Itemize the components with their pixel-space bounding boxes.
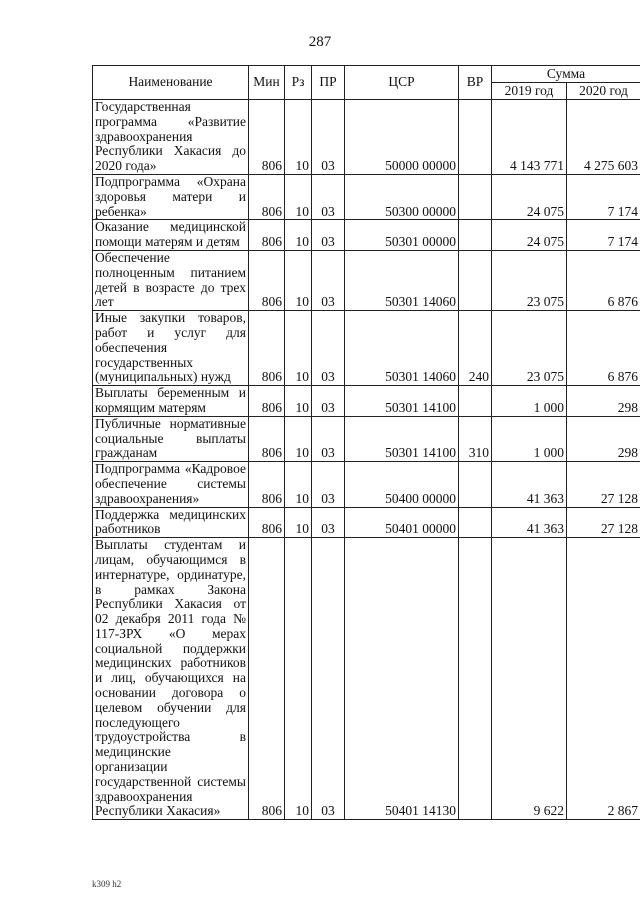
table-row [93,174,640,219]
budget-table [92,65,640,820]
cell-rz: 10 [285,416,312,461]
header-sum: Сумма [492,66,640,83]
cell-name: Публичные нормативные социальные выплаты гражданам [93,416,249,461]
cell-rz: 10 [285,462,312,507]
cell-2020: 27 128 [567,507,640,538]
cell-2020: 27 128 [567,462,640,507]
cell-vr [459,538,492,820]
cell-2019: 24 075 [492,220,567,251]
cell-rz: 10 [285,386,312,417]
cell-vr [459,507,492,538]
cell-name: Государственная программа «Развитие здравоохранения Республики Хакасия до 2020 года» [93,100,249,175]
cell-2019: 4 143 771 [492,100,567,175]
cell-name: Выплаты беременным и кормящим матерям [93,386,249,417]
footer-code: k309 h2 [92,879,122,889]
table-row [93,250,640,310]
cell-csr: 50300 00000 [345,174,459,219]
cell-csr: 50400 00000 [345,462,459,507]
cell-csr: 50301 14100 [345,416,459,461]
cell-rz: 10 [285,538,312,820]
cell-2020: 298 [567,416,640,461]
cell-pr: 03 [312,174,345,219]
cell-pr: 03 [312,220,345,251]
table-header [93,66,640,100]
cell-csr: 50401 00000 [345,507,459,538]
cell-rz: 10 [285,100,312,175]
cell-vr [459,220,492,251]
cell-min: 806 [249,416,285,461]
cell-pr: 03 [312,462,345,507]
cell-min: 806 [249,386,285,417]
cell-vr [459,174,492,219]
cell-min: 806 [249,100,285,175]
header-min: Мин [249,66,285,100]
header-name: Наименование [93,66,249,100]
header-csr: ЦСР [345,66,459,100]
cell-min: 806 [249,538,285,820]
header-2019: 2019 год [492,83,567,100]
cell-pr: 03 [312,386,345,417]
cell-2019: 1 000 [492,386,567,417]
cell-2020: 7 174 [567,174,640,219]
cell-name: Оказание медицинской помощи матерям и детям [93,220,249,251]
cell-csr: 50301 14060 [345,250,459,310]
table-body [93,100,640,820]
cell-vr: 310 [459,416,492,461]
cell-pr: 03 [312,100,345,175]
cell-name: Обеспечение полноценным питанием детей в возрасте до трех лет [93,250,249,310]
cell-2020: 6 876 [567,311,640,386]
cell-2020: 4 275 603 [567,100,640,175]
cell-pr: 03 [312,507,345,538]
cell-csr: 50301 00000 [345,220,459,251]
cell-name: Подпрограмма «Кадровое обеспечение системы здравоохранения» [93,462,249,507]
table-row [93,386,640,417]
cell-min: 806 [249,174,285,219]
cell-2019: 41 363 [492,462,567,507]
header-vr: ВР [459,66,492,100]
cell-rz: 10 [285,311,312,386]
header-rz: Рз [285,66,312,100]
cell-2020: 6 876 [567,250,640,310]
table-row [93,100,640,175]
cell-pr: 03 [312,538,345,820]
cell-2019: 41 363 [492,507,567,538]
cell-vr [459,100,492,175]
cell-min: 806 [249,507,285,538]
table-row [93,311,640,386]
cell-name: Выплаты студентам и лицам, обучающимся в интернатуре, ординатуре, в рамках Закона Республики Хакасия от 02 декабря 2011 года № 117-ЗРХ «О мерах социальной поддержки медицинских работников и лиц, обучающихся на основании договора о целевом обучении для последующего трудоустройства в медицинские организации государственной системы здравоохранения Республики Хакасия» [93,538,249,820]
cell-2019: 23 075 [492,250,567,310]
cell-2020: 7 174 [567,220,640,251]
header-2020: 2020 год [567,83,640,100]
cell-vr [459,386,492,417]
cell-pr: 03 [312,250,345,310]
cell-2019: 23 075 [492,311,567,386]
header-pr: ПР [312,66,345,100]
cell-name: Поддержка медицинских работников [93,507,249,538]
cell-min: 806 [249,311,285,386]
table-row [93,462,640,507]
cell-rz: 10 [285,220,312,251]
cell-vr [459,250,492,310]
cell-csr: 50401 14130 [345,538,459,820]
cell-2019: 1 000 [492,416,567,461]
cell-2019: 24 075 [492,174,567,219]
cell-rz: 10 [285,174,312,219]
cell-csr: 50000 00000 [345,100,459,175]
table-row [93,416,640,461]
cell-min: 806 [249,220,285,251]
cell-pr: 03 [312,416,345,461]
cell-2020: 298 [567,386,640,417]
table-row [93,220,640,251]
cell-pr: 03 [312,311,345,386]
cell-vr: 240 [459,311,492,386]
cell-min: 806 [249,250,285,310]
cell-csr: 50301 14100 [345,386,459,417]
cell-2019: 9 622 [492,538,567,820]
cell-rz: 10 [285,507,312,538]
cell-csr: 50301 14060 [345,311,459,386]
cell-2020: 2 867 [567,538,640,820]
cell-vr [459,462,492,507]
page-number: 287 [308,34,332,50]
cell-min: 806 [249,462,285,507]
table-row [93,538,640,820]
cell-rz: 10 [285,250,312,310]
table-row [93,507,640,538]
cell-name: Подпрограмма «Охрана здоровья матери и ребенка» [93,174,249,219]
cell-name: Иные закупки товаров, работ и услуг для обеспечения государственных (муниципальных) нужд [93,311,249,386]
